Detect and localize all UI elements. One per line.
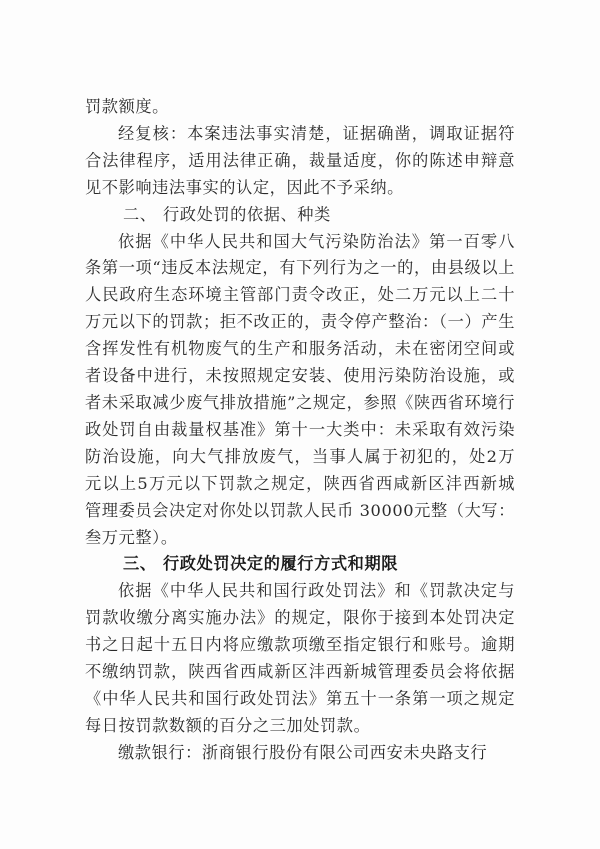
section-title: 行政处罚决定的履行方式和期限 [163,554,399,574]
paragraph-fine-amount-end: 罚款额度。 [85,97,169,116]
paragraph-legal-basis: 依据《中华人民共和国大气污染防治法》第一百零八条第一项“违反本法规定，有下列行为之一的，由县级以上人民政府生态环境主管部门责令改正，处二万元以上二十万元以下的罚款；拒不改正的，责令停产整治：（一）产生含挥发性有机物废气的生产和服务活动，未在密闭空间或者设备中进行，未按照规定安装、使用污染防治设施，或者未采取减少废气排放措施”之规定，参照《陕西省环境行政处罚自由裁量权基准》第十一大类中：未采取有效污染防治设施，向大气排放废气，当事人属于初犯的，处2万元以上5万元以下罚款之规定，陕西省西咸新区沣西新城管理委员会决定对你处以罚款人民币 30000元整（大写：叁万元整）。 [85,231,515,547]
section-heading-basis-and-type [85,202,515,229]
section-heading-execution-method [85,551,515,578]
paragraph-payment-bank: 缴款银行：浙商银行股份有限公司西安未央路支行 [118,742,488,762]
section-number: 三、 [123,554,157,574]
section-number: 二、 [123,204,157,224]
section-title: 行政处罚的依据、种类 [163,204,331,224]
document-body [85,94,515,767]
paragraph-review-conclusion: 经复核：本案违法事实清楚，证据确凿，调取证据符合法律程序，适用法律正确，裁量适度，你的陈述申辩意见不影响违法事实的认定，因此不予采纳。 [85,123,515,197]
paragraph-payment-deadline: 依据《中华人民共和国行政处罚法》和《罚款决定与罚款收缴分离实施办法》的规定，限你于接到本处罚决定书之日起十五日内将应缴款项缴至指定银行和账号。逾期不缴纳罚款，陕西省西咸新区沣西新城管理委员会将依据《中华人民共和国行政处罚法》第五十一条第一项之规定每日按罚款数额的百分之三加处罚款。 [85,581,515,735]
